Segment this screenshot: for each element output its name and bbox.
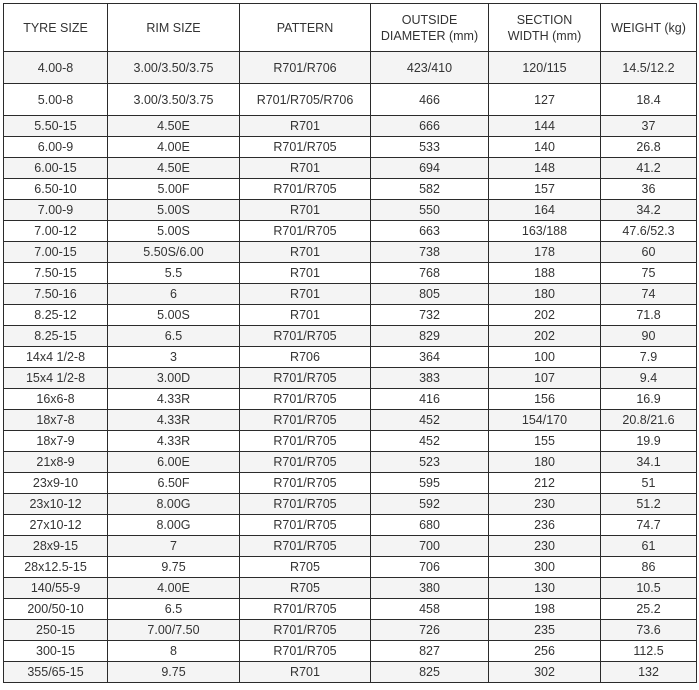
table-row	[4, 641, 697, 662]
section-width-cell: 202	[489, 326, 601, 347]
rim-size-cell: 4.33R	[108, 389, 240, 410]
section-width-cell: 163/188	[489, 221, 601, 242]
outside-diameter-cell: 452	[371, 410, 489, 431]
header-outside-diameter: OUTSIDE DIAMETER (mm)	[371, 4, 489, 52]
outside-diameter-cell: 364	[371, 347, 489, 368]
section-width-cell: 120/115	[489, 52, 601, 84]
section-width-cell: 236	[489, 515, 601, 536]
rim-size-cell: 6.5	[108, 599, 240, 620]
weight-cell: 7.9	[601, 347, 697, 368]
tyre-size-cell: 140/55-9	[4, 578, 108, 599]
outside-diameter-cell: 829	[371, 326, 489, 347]
weight-cell: 9.4	[601, 368, 697, 389]
tyre-size-cell: 7.00-9	[4, 200, 108, 221]
section-width-cell: 212	[489, 473, 601, 494]
pattern-cell: R701/R705	[240, 221, 371, 242]
table-row	[4, 158, 697, 179]
section-width-cell: 140	[489, 137, 601, 158]
tyre-size-cell: 5.50-15	[4, 116, 108, 137]
section-width-cell: 256	[489, 641, 601, 662]
weight-cell: 36	[601, 179, 697, 200]
table-row	[4, 305, 697, 326]
section-width-cell: 300	[489, 557, 601, 578]
weight-cell: 26.8	[601, 137, 697, 158]
section-width-cell: 127	[489, 84, 601, 116]
outside-diameter-cell: 738	[371, 242, 489, 263]
pattern-cell: R701/R705	[240, 599, 371, 620]
pattern-cell: R701/R705	[240, 536, 371, 557]
table-row	[4, 620, 697, 641]
rim-size-cell: 4.33R	[108, 410, 240, 431]
rim-size-cell: 5.00S	[108, 200, 240, 221]
section-width-cell: 188	[489, 263, 601, 284]
tyre-size-cell: 23x10-12	[4, 494, 108, 515]
pattern-cell: R701	[240, 158, 371, 179]
outside-diameter-cell: 523	[371, 452, 489, 473]
outside-diameter-cell: 592	[371, 494, 489, 515]
table-row	[4, 452, 697, 473]
table-row	[4, 368, 697, 389]
outside-diameter-cell: 458	[371, 599, 489, 620]
outside-diameter-cell: 827	[371, 641, 489, 662]
rim-size-cell: 4.00E	[108, 137, 240, 158]
weight-cell: 60	[601, 242, 697, 263]
tyre-size-cell: 15x4 1/2-8	[4, 368, 108, 389]
weight-cell: 51	[601, 473, 697, 494]
rim-size-cell: 6	[108, 284, 240, 305]
section-width-cell: 178	[489, 242, 601, 263]
pattern-cell: R701/R705	[240, 368, 371, 389]
outside-diameter-cell: 805	[371, 284, 489, 305]
pattern-cell: R701	[240, 263, 371, 284]
rim-size-cell: 6.50F	[108, 473, 240, 494]
outside-diameter-cell: 768	[371, 263, 489, 284]
rim-size-cell: 8.00G	[108, 515, 240, 536]
weight-cell: 18.4	[601, 84, 697, 116]
tyre-size-cell: 200/50-10	[4, 599, 108, 620]
section-width-cell: 230	[489, 536, 601, 557]
weight-cell: 37	[601, 116, 697, 137]
section-width-cell: 100	[489, 347, 601, 368]
section-width-cell: 235	[489, 620, 601, 641]
rim-size-cell: 3.00/3.50/3.75	[108, 84, 240, 116]
weight-cell: 34.1	[601, 452, 697, 473]
pattern-cell: R701/R705	[240, 515, 371, 536]
section-width-cell: 156	[489, 389, 601, 410]
rim-size-cell: 9.75	[108, 662, 240, 683]
table-row	[4, 431, 697, 452]
section-width-cell: 107	[489, 368, 601, 389]
section-width-cell: 198	[489, 599, 601, 620]
header-pattern: PATTERN	[240, 4, 371, 52]
outside-diameter-cell: 694	[371, 158, 489, 179]
section-width-cell: 157	[489, 179, 601, 200]
outside-diameter-cell: 533	[371, 137, 489, 158]
pattern-cell: R705	[240, 557, 371, 578]
tyre-size-cell: 18x7-8	[4, 410, 108, 431]
tyre-size-cell: 7.50-16	[4, 284, 108, 305]
table-row	[4, 179, 697, 200]
tyre-size-cell: 300-15	[4, 641, 108, 662]
tyre-size-cell: 7.00-15	[4, 242, 108, 263]
tyre-size-cell: 27x10-12	[4, 515, 108, 536]
outside-diameter-cell: 423/410	[371, 52, 489, 84]
outside-diameter-cell: 666	[371, 116, 489, 137]
table-row	[4, 662, 697, 683]
section-width-cell: 180	[489, 452, 601, 473]
weight-cell: 10.5	[601, 578, 697, 599]
outside-diameter-cell: 706	[371, 557, 489, 578]
rim-size-cell: 8.00G	[108, 494, 240, 515]
rim-size-cell: 6.00E	[108, 452, 240, 473]
outside-diameter-cell: 416	[371, 389, 489, 410]
pattern-cell: R701	[240, 305, 371, 326]
section-width-cell: 302	[489, 662, 601, 683]
rim-size-cell: 6.5	[108, 326, 240, 347]
weight-cell: 34.2	[601, 200, 697, 221]
tyre-size-cell: 6.50-10	[4, 179, 108, 200]
rim-size-cell: 9.75	[108, 557, 240, 578]
outside-diameter-cell: 452	[371, 431, 489, 452]
pattern-cell: R701/R705	[240, 431, 371, 452]
rim-size-cell: 4.50E	[108, 158, 240, 179]
weight-cell: 86	[601, 557, 697, 578]
weight-cell: 14.5/12.2	[601, 52, 697, 84]
table-header-row	[4, 4, 697, 52]
table-row	[4, 536, 697, 557]
table-row	[4, 347, 697, 368]
pattern-cell: R701/R705	[240, 137, 371, 158]
pattern-cell: R701/R705	[240, 410, 371, 431]
weight-cell: 16.9	[601, 389, 697, 410]
weight-cell: 90	[601, 326, 697, 347]
table-row	[4, 326, 697, 347]
tyre-size-cell: 18x7-9	[4, 431, 108, 452]
table-row	[4, 242, 697, 263]
table-row	[4, 557, 697, 578]
section-width-cell: 164	[489, 200, 601, 221]
outside-diameter-cell: 825	[371, 662, 489, 683]
tyre-size-cell: 16x6-8	[4, 389, 108, 410]
rim-size-cell: 5.5	[108, 263, 240, 284]
tyre-size-cell: 21x8-9	[4, 452, 108, 473]
weight-cell: 74	[601, 284, 697, 305]
section-width-cell: 155	[489, 431, 601, 452]
table-row	[4, 410, 697, 431]
table-row	[4, 599, 697, 620]
tyre-size-cell: 28x9-15	[4, 536, 108, 557]
tyre-size-cell: 28x12.5-15	[4, 557, 108, 578]
tyre-size-cell: 355/65-15	[4, 662, 108, 683]
header-rim-size: RIM SIZE	[108, 4, 240, 52]
table-row	[4, 494, 697, 515]
outside-diameter-cell: 663	[371, 221, 489, 242]
outside-diameter-cell: 383	[371, 368, 489, 389]
weight-cell: 71.8	[601, 305, 697, 326]
pattern-cell: R701/R705	[240, 326, 371, 347]
pattern-cell: R701	[240, 200, 371, 221]
tyre-size-cell: 14x4 1/2-8	[4, 347, 108, 368]
tyre-size-cell: 8.25-12	[4, 305, 108, 326]
rim-size-cell: 5.50S/6.00	[108, 242, 240, 263]
pattern-cell: R701/R705	[240, 179, 371, 200]
rim-size-cell: 3	[108, 347, 240, 368]
table-row	[4, 84, 697, 116]
section-width-cell: 144	[489, 116, 601, 137]
tyre-size-cell: 6.00-15	[4, 158, 108, 179]
weight-cell: 25.2	[601, 599, 697, 620]
tyre-size-cell: 250-15	[4, 620, 108, 641]
weight-cell: 41.2	[601, 158, 697, 179]
table-row	[4, 263, 697, 284]
table-row	[4, 137, 697, 158]
header-weight: WEIGHT (kg)	[601, 4, 697, 52]
pattern-cell: R701/R705	[240, 641, 371, 662]
weight-cell: 61	[601, 536, 697, 557]
pattern-cell: R705	[240, 578, 371, 599]
weight-cell: 20.8/21.6	[601, 410, 697, 431]
table-row	[4, 52, 697, 84]
weight-cell: 132	[601, 662, 697, 683]
tyre-spec-table	[3, 3, 697, 683]
weight-cell: 73.6	[601, 620, 697, 641]
section-width-cell: 148	[489, 158, 601, 179]
table-row	[4, 515, 697, 536]
weight-cell: 51.2	[601, 494, 697, 515]
weight-cell: 112.5	[601, 641, 697, 662]
rim-size-cell: 4.33R	[108, 431, 240, 452]
header-tyre-size: TYRE SIZE	[4, 4, 108, 52]
pattern-cell: R701/R705	[240, 389, 371, 410]
pattern-cell: R701/R705	[240, 452, 371, 473]
table-row	[4, 116, 697, 137]
section-width-cell: 180	[489, 284, 601, 305]
table-row	[4, 221, 697, 242]
outside-diameter-cell: 732	[371, 305, 489, 326]
rim-size-cell: 3.00D	[108, 368, 240, 389]
pattern-cell: R701/R706	[240, 52, 371, 84]
pattern-cell: R701	[240, 242, 371, 263]
pattern-cell: R701/R705/R706	[240, 84, 371, 116]
table-row	[4, 473, 697, 494]
rim-size-cell: 4.50E	[108, 116, 240, 137]
tyre-size-cell: 7.50-15	[4, 263, 108, 284]
section-width-cell: 202	[489, 305, 601, 326]
pattern-cell: R706	[240, 347, 371, 368]
weight-cell: 74.7	[601, 515, 697, 536]
outside-diameter-cell: 466	[371, 84, 489, 116]
header-section-width: SECTION WIDTH (mm)	[489, 4, 601, 52]
rim-size-cell: 4.00E	[108, 578, 240, 599]
table-row	[4, 200, 697, 221]
pattern-cell: R701	[240, 662, 371, 683]
rim-size-cell: 7	[108, 536, 240, 557]
rim-size-cell: 5.00S	[108, 305, 240, 326]
outside-diameter-cell: 582	[371, 179, 489, 200]
tyre-size-cell: 5.00-8	[4, 84, 108, 116]
table-body	[4, 52, 697, 683]
tyre-size-cell: 7.00-12	[4, 221, 108, 242]
pattern-cell: R701	[240, 116, 371, 137]
outside-diameter-cell: 380	[371, 578, 489, 599]
rim-size-cell: 7.00/7.50	[108, 620, 240, 641]
table-row	[4, 284, 697, 305]
table-row	[4, 578, 697, 599]
weight-cell: 75	[601, 263, 697, 284]
section-width-cell: 230	[489, 494, 601, 515]
weight-cell: 47.6/52.3	[601, 221, 697, 242]
tyre-size-cell: 6.00-9	[4, 137, 108, 158]
outside-diameter-cell: 595	[371, 473, 489, 494]
outside-diameter-cell: 550	[371, 200, 489, 221]
pattern-cell: R701/R705	[240, 494, 371, 515]
table-row	[4, 389, 697, 410]
section-width-cell: 130	[489, 578, 601, 599]
pattern-cell: R701/R705	[240, 473, 371, 494]
tyre-size-cell: 23x9-10	[4, 473, 108, 494]
section-width-cell: 154/170	[489, 410, 601, 431]
rim-size-cell: 8	[108, 641, 240, 662]
tyre-size-cell: 8.25-15	[4, 326, 108, 347]
rim-size-cell: 5.00F	[108, 179, 240, 200]
rim-size-cell: 3.00/3.50/3.75	[108, 52, 240, 84]
outside-diameter-cell: 700	[371, 536, 489, 557]
pattern-cell: R701	[240, 284, 371, 305]
outside-diameter-cell: 680	[371, 515, 489, 536]
tyre-size-cell: 4.00-8	[4, 52, 108, 84]
weight-cell: 19.9	[601, 431, 697, 452]
outside-diameter-cell: 726	[371, 620, 489, 641]
rim-size-cell: 5.00S	[108, 221, 240, 242]
pattern-cell: R701/R705	[240, 620, 371, 641]
